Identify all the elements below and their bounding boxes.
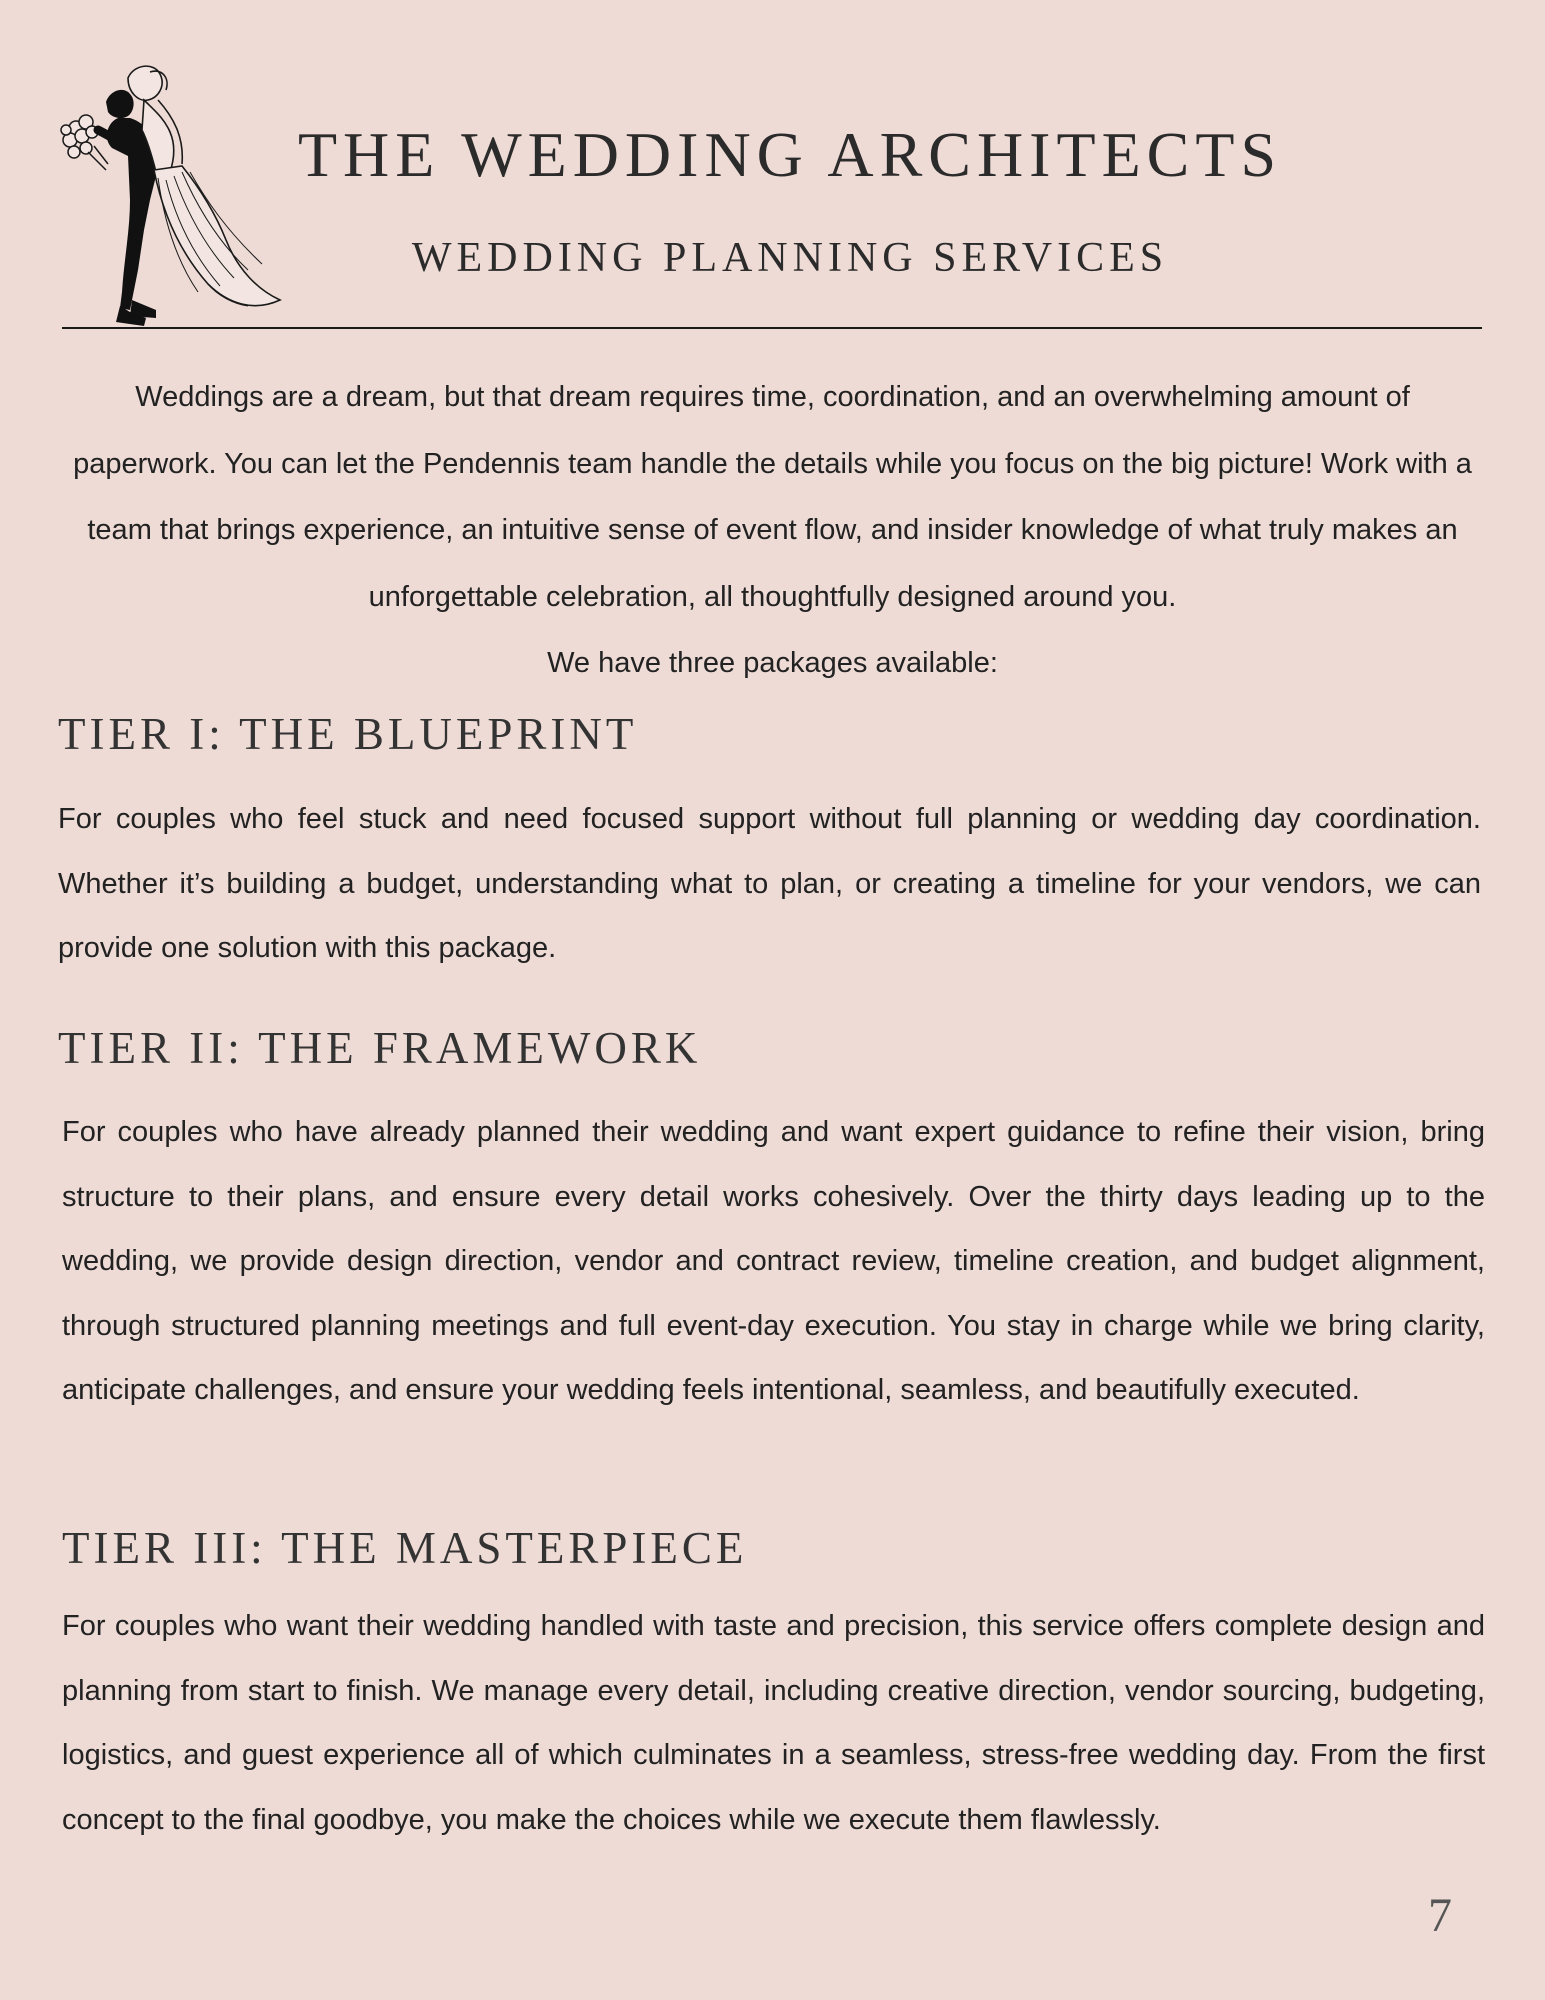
tier-1-body: For couples who feel stuck and need focused support without full planning or wedding day coordination. Whether it’s building a budget, understanding what to plan, or creating a timeline for your vendors, we can provide one solution with this package.: [58, 803, 1481, 964]
intro-section: [60, 364, 1485, 697]
tier-3-body: For couples who want their wedding handled with taste and precision, this service offers complete design and planning from start to finish. We manage every detail, including creative direction, vendor sourcing, budgeting, logistics, and guest experience all of which culminates in a seamless, stress-free wedding day. From the first concept to the final goodbye, you make the choices while we execute them flawlessly.: [62, 1610, 1485, 1836]
tier-3-heading: TIER III: THE MASTERPIECE: [62, 1523, 748, 1573]
document-subtitle: WEDDING PLANNING SERVICES: [411, 235, 1169, 281]
header-divider: [62, 327, 1482, 329]
tier-2-heading: TIER II: THE FRAMEWORK: [58, 1023, 702, 1073]
tier-2-body: For couples who have already planned their wedding and want expert guidance to refine their vision, bring structure to their plans, and ensure every detail works cohesively. Over the thirty days leading up to the wedding, we provide design direction, vendor and contract review, timeline creation, and budget alignment, through structured planning meetings and full event-day execution. You stay in charge while we bring clarity, anticipate challenges, and ensure your wedding feels intentional, seamless, and beautifully executed.: [62, 1116, 1485, 1406]
document-title: THE WEDDING ARCHITECTS: [297, 119, 1283, 190]
packages-note: We have three packages available:: [547, 647, 998, 679]
intro-paragraph: Weddings are a dream, but that dream requires time, coordination, and an overwhelming amount of paperwork. You can let the Pendennis team handle the details while you focus on the big picture! Work with a team that brings experience, an intuitive sense of event flow, and insider knowledge of what truly makes an unforgettable celebration, all thoughtfully designed around you.: [73, 381, 1472, 613]
bouquet-icon: [61, 115, 108, 170]
tier-1-heading: TIER I: THE BLUEPRINT: [58, 709, 638, 759]
page-number: 7: [1428, 1889, 1452, 1942]
couple-embrace-illustration-icon: [58, 60, 288, 332]
